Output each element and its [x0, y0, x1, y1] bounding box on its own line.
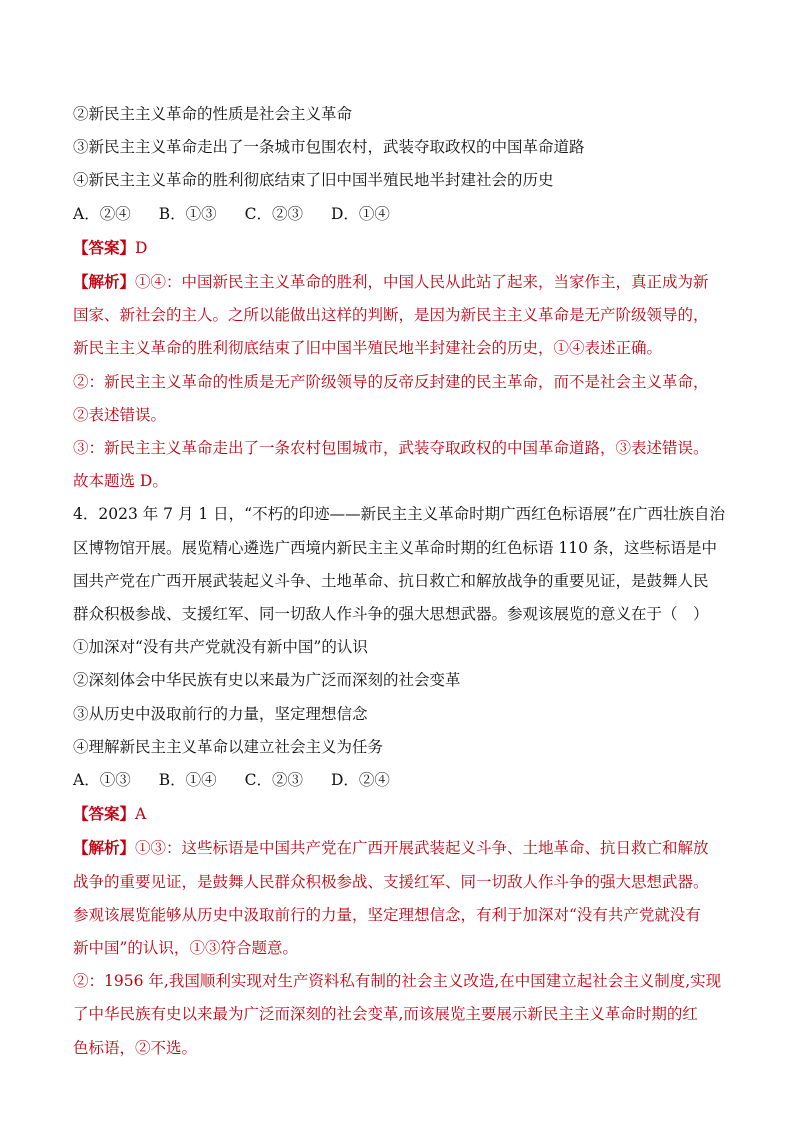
- q4-analysis-text: 1956 年,我国顺利实现对生产资料私有制的社会主义改造,在中国建立起社会主义制度,实现: [104, 972, 722, 991]
- q3-analysis-line-4: [73, 366, 733, 399]
- q4-answer: [73, 797, 733, 831]
- q4-answer-label: 【答案】: [73, 804, 136, 824]
- q3-analysis-tail-marker: ③: [615, 439, 632, 458]
- document-page: [73, 98, 733, 1065]
- q3-analysis-tail: 表述正确。: [584, 339, 663, 358]
- q4-choices: [73, 764, 733, 797]
- q4-option-1: ①加深对“没有共产党就没有新中国”的认识: [73, 638, 368, 657]
- q3-analysis-text: 新民主主义革命的性质是无产阶级领导的反帝反封建的民主革命，而不是社会主义革命，: [104, 372, 709, 391]
- q4-analysis-line-3: 参观该展览能够从历史中汲取前行的力量，坚定理想信念，有利于加深对“没有共产党就没有: [73, 905, 701, 924]
- q3-choice-a: A．②④: [73, 204, 131, 223]
- q4-analysis-line-5: [73, 965, 733, 998]
- q3-analysis-marker: ①④：: [135, 273, 182, 292]
- q3-analysis-text: 中国新民主主义革命的胜利，中国人民从此站了起来，当家作主，真正成为新: [181, 273, 709, 292]
- q4-stem-line-1: 4．2023 年 7 月 1 日，“不朽的印迹——新民主主义革命时期广西红色标语展”在广西壮族自治: [73, 505, 726, 524]
- q4-analysis-label: 【解析】: [73, 838, 136, 858]
- q4-analysis-text: 这些标语是中国共产党在广西开展武装起义斗争、土地革命、抗日救亡和解放: [181, 839, 709, 858]
- q3-analysis-conclusion: 故本题选 D。: [73, 472, 168, 491]
- q4-stem-line-2: 区博物馆开展。展览精心遴选广西境内新民主主义革命时期的红色标语 110 条，这些标语是中: [73, 538, 717, 557]
- q4-analysis-tail-marker: ①③: [189, 939, 221, 958]
- q3-choice-b: B．①③: [158, 204, 217, 223]
- q4-analysis-line-6: 了中华民族有史以来最为广泛而深刻的社会变革,而该展览主要展示新民主主义革命时期的红: [73, 1005, 698, 1024]
- q3-analysis-marker: ②: [73, 405, 89, 424]
- q3-analysis-marker: ②：: [73, 372, 105, 391]
- q4-option-2: ②深刻体会中华民族有史以来最为广泛而深刻的社会变革: [73, 671, 461, 690]
- q3-analysis-text: 新民主主义革命的胜利彻底结束了旧中国半殖民地半封建社会的历史，: [73, 339, 554, 358]
- q3-analysis-line-3: [73, 332, 733, 365]
- q4-choice-d: D．②④: [330, 771, 390, 790]
- q4-choice-b: B．①④: [158, 771, 217, 790]
- q3-analysis-label: 【解析】: [73, 272, 136, 292]
- q4-analysis-tail: 符合题意。: [220, 939, 298, 958]
- q3-choices: [73, 198, 733, 231]
- q4-analysis-line-2: 战争的重要见证，是鼓舞人民群众积极参战、支援红军、同一切敌人作斗争的强大思想武器。: [73, 872, 709, 891]
- q3-analysis-text: 表述错误。: [88, 405, 167, 424]
- q3-analysis-text: 新民主主义革命走出了一条农村包围城市，武装夺取政权的中国革命道路，: [104, 439, 616, 458]
- q4-stem-line-3: 国共产党在广西开展武装起义斗争、土地革命、抗日救亡和解放战争的重要见证，是鼓舞人民: [73, 571, 709, 590]
- q4-analysis-line-1: [73, 831, 733, 865]
- q4-option-3: ③从历史中汲取前行的力量，坚定理想信念: [73, 704, 368, 723]
- q4-option-4: ④理解新民主主义革命以建立社会主义为任务: [73, 737, 384, 756]
- q3-analysis-marker: ③：: [73, 439, 105, 458]
- q4-answer-value: A: [135, 805, 147, 824]
- q3-analysis-line-1: [73, 265, 733, 299]
- q3-answer-value: D: [135, 238, 148, 257]
- q3-choice-d: D．①④: [330, 204, 390, 223]
- q3-analysis-line-5: [73, 399, 733, 432]
- q3-analysis-line-6: [73, 432, 733, 465]
- q4-analysis-tail: 不选。: [150, 1038, 198, 1057]
- q4-analysis-line-7: [73, 1032, 733, 1065]
- q3-analysis-line-2: 国家、新社会的主人。之所以能做出这样的判断，是因为新民主主义革命是无产阶级领导的，: [73, 306, 709, 325]
- q4-analysis-tail-marker: ②: [135, 1038, 151, 1057]
- q4-analysis-marker: ①③：: [135, 839, 182, 858]
- q3-choice-c: C．②③: [244, 204, 303, 223]
- q4-analysis-text: 色标语，: [73, 1038, 136, 1057]
- q4-analysis-line-4: [73, 932, 733, 965]
- q3-option-2: ②新民主主义革命的性质是社会主义革命: [73, 105, 353, 123]
- q4-choice-a: A．①③: [73, 771, 131, 790]
- q3-option-4: ④新民主主义革命的胜利彻底结束了旧中国半殖民地半封建社会的历史: [73, 171, 554, 190]
- q3-analysis-tail: 表述错误。: [631, 439, 709, 458]
- q3-answer-label: 【答案】: [73, 237, 136, 257]
- q3-analysis-tail-marker: ①④: [553, 339, 585, 358]
- q4-stem-line-4: 群众积极参战、支援红军、同一切敌人作斗争的强大思想武器。参观该展览的意义在于（ ）: [73, 605, 709, 624]
- q3-answer: [73, 231, 733, 265]
- q3-option-3: ③新民主主义革命走出了一条城市包围农村，武装夺取政权的中国革命道路: [73, 138, 585, 157]
- q4-choice-c: C．②③: [244, 771, 303, 790]
- q4-analysis-text: 新中国”的认识，: [73, 939, 190, 958]
- q4-analysis-marker: ②：: [73, 972, 105, 991]
